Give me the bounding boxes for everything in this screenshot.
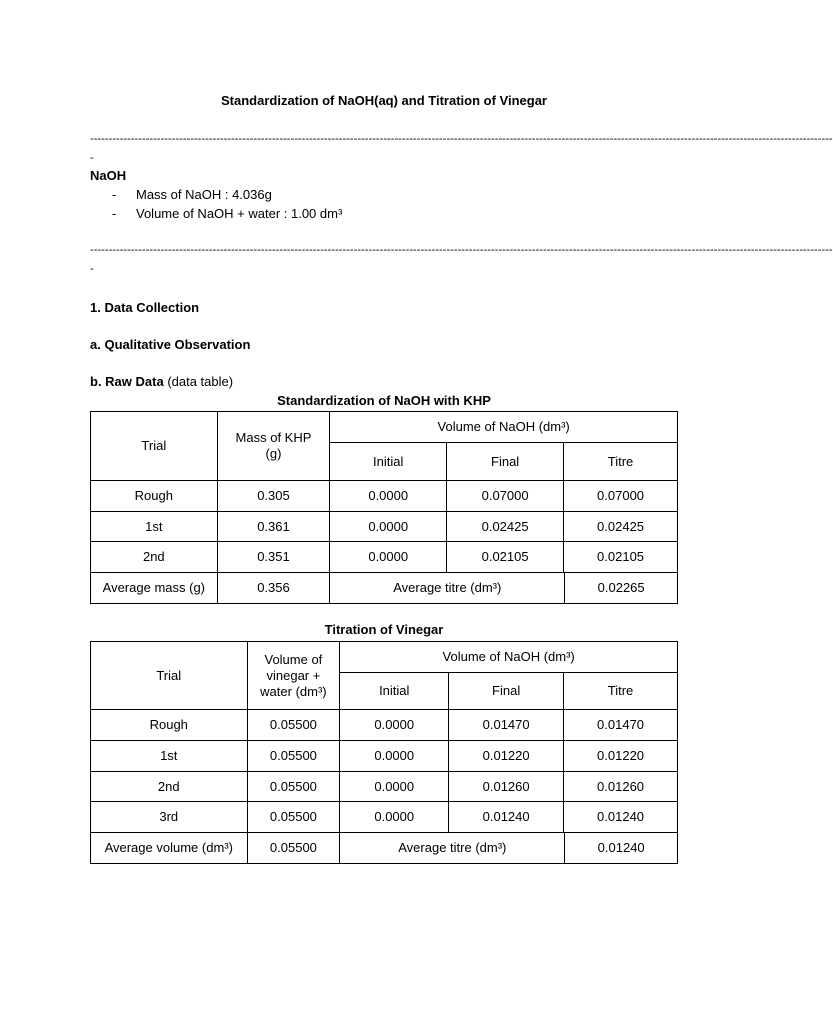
cell-trial: 3rd — [91, 802, 248, 833]
cell-initial: 0.0000 — [330, 542, 447, 573]
cell-trial: Rough — [91, 710, 248, 741]
bullet-dash: - — [112, 206, 117, 221]
cell-titre: 0.01240 — [564, 802, 678, 833]
cell-initial: 0.0000 — [340, 802, 449, 833]
cell-average-titre-label: Average titre (dm³) — [393, 580, 502, 595]
cell-titre: 0.07000 — [564, 481, 678, 512]
separator-line: -------------------------------------------------------------------------------------------------------------------------------------------------------------------------------------------------------- — [90, 244, 833, 256]
table-summary-row — [91, 833, 678, 864]
header-vol-line3: water (dm³) — [260, 683, 327, 699]
cell-trial: 1st — [91, 512, 218, 542]
naoh-heading: NaOH — [90, 168, 127, 183]
section-heading-qualitative: a. Qualitative Observation — [90, 337, 251, 352]
cell-mass: 0.361 — [217, 512, 330, 542]
table-row — [91, 741, 678, 772]
khp-standardization-table — [90, 411, 678, 604]
cell-final: 0.02105 — [447, 542, 564, 573]
header-final: Final — [447, 443, 564, 481]
header-initial: Initial — [340, 673, 449, 710]
raw-data-note: (data table) — [167, 374, 234, 389]
cell-initial: 0.0000 — [330, 481, 447, 512]
cell-initial: 0.0000 — [340, 741, 449, 772]
header-mass-line2: (g) — [265, 446, 282, 461]
cell-mass: 0.305 — [217, 481, 330, 512]
header-mass-khp — [217, 412, 330, 481]
cell-average-titre: 0.01240 — [564, 833, 677, 863]
average-titre-split — [340, 833, 677, 863]
table-row — [91, 542, 678, 573]
cell-initial: 0.0000 — [340, 710, 449, 741]
cell-titre: 0.01260 — [564, 772, 678, 802]
header-vol-line1: Volume of — [264, 651, 323, 667]
cell-trial: 2nd — [91, 542, 218, 573]
cell-average-mass: 0.356 — [217, 573, 330, 604]
cell-volume: 0.05500 — [247, 741, 340, 772]
table-row — [91, 772, 678, 802]
cell-average-titre-label: Average titre (dm³) — [398, 840, 507, 855]
cell-final: 0.07000 — [447, 481, 564, 512]
cell-trial: Rough — [91, 481, 218, 512]
header-initial: Initial — [330, 443, 447, 481]
table-row — [91, 802, 678, 833]
cell-final: 0.02425 — [447, 512, 564, 542]
table-row — [91, 512, 678, 542]
naoh-item-volume — [112, 206, 342, 221]
cell-final: 0.01240 — [449, 802, 564, 833]
cell-initial: 0.0000 — [330, 512, 447, 542]
cell-volume: 0.05500 — [247, 772, 340, 802]
header-titre: Titre — [564, 673, 678, 710]
separator-line: -------------------------------------------------------------------------------------------------------------------------------------------------------------------------------------------------------- — [90, 133, 833, 145]
naoh-volume-text: Volume of NaOH + water : 1.00 dm³ — [136, 206, 343, 221]
table-header-row — [91, 642, 678, 673]
cell-titre: 0.01470 — [564, 710, 678, 741]
document-title: Standardization of NaOH(aq) and Titration of Vinegar — [221, 93, 547, 108]
table-summary-row — [91, 573, 678, 604]
cell-average-titre: 0.02265 — [564, 573, 677, 603]
cell-average-volume: 0.05500 — [247, 833, 340, 864]
naoh-item-mass — [112, 187, 272, 202]
cell-volume: 0.05500 — [247, 710, 340, 741]
table-row — [91, 481, 678, 512]
naoh-mass-text: Mass of NaOH : 4.036g — [136, 187, 272, 202]
average-titre-split — [330, 573, 677, 603]
cell-titre: 0.02425 — [564, 512, 678, 542]
cell-titre: 0.02105 — [564, 542, 678, 573]
table-header-row — [91, 412, 678, 443]
cell-average-titre-group — [340, 833, 678, 864]
cell-titre: 0.01220 — [564, 741, 678, 772]
header-vol-line2: vinegar + — [266, 667, 321, 683]
header-mass-line1: Mass of KHP — [235, 430, 312, 445]
cell-average-mass-label: Average mass (g) — [91, 573, 218, 604]
cell-mass: 0.351 — [217, 542, 330, 573]
header-final: Final — [449, 673, 564, 710]
cell-trial: 1st — [91, 741, 248, 772]
section-heading-data-collection: 1. Data Collection — [90, 300, 200, 315]
cell-volume: 0.05500 — [247, 802, 340, 833]
bullet-dash: - — [112, 187, 117, 202]
table-row — [91, 710, 678, 741]
table2-caption: Titration of Vinegar — [324, 622, 444, 637]
cell-average-volume-label: Average volume (dm³) — [91, 833, 248, 864]
vinegar-titration-table — [90, 641, 678, 864]
raw-data-label: b. Raw Data — [90, 374, 164, 389]
cell-final: 0.01470 — [449, 710, 564, 741]
separator-tail: - — [90, 152, 94, 164]
separator-tail: - — [90, 263, 94, 275]
header-volume-vinegar — [247, 642, 340, 710]
cell-final: 0.01220 — [449, 741, 564, 772]
cell-trial: 2nd — [91, 772, 248, 802]
cell-average-titre-group — [330, 573, 678, 604]
section-heading-raw-data — [90, 374, 233, 389]
cell-initial: 0.0000 — [340, 772, 449, 802]
header-trial: Trial — [91, 642, 248, 710]
cell-final: 0.01260 — [449, 772, 564, 802]
header-titre: Titre — [564, 443, 678, 481]
header-volume-naoh: Volume of NaOH (dm³) — [340, 642, 678, 673]
header-trial: Trial — [91, 412, 218, 481]
header-volume-naoh: Volume of NaOH (dm³) — [330, 412, 678, 443]
table1-caption: Standardization of NaOH with KHP — [277, 393, 491, 408]
